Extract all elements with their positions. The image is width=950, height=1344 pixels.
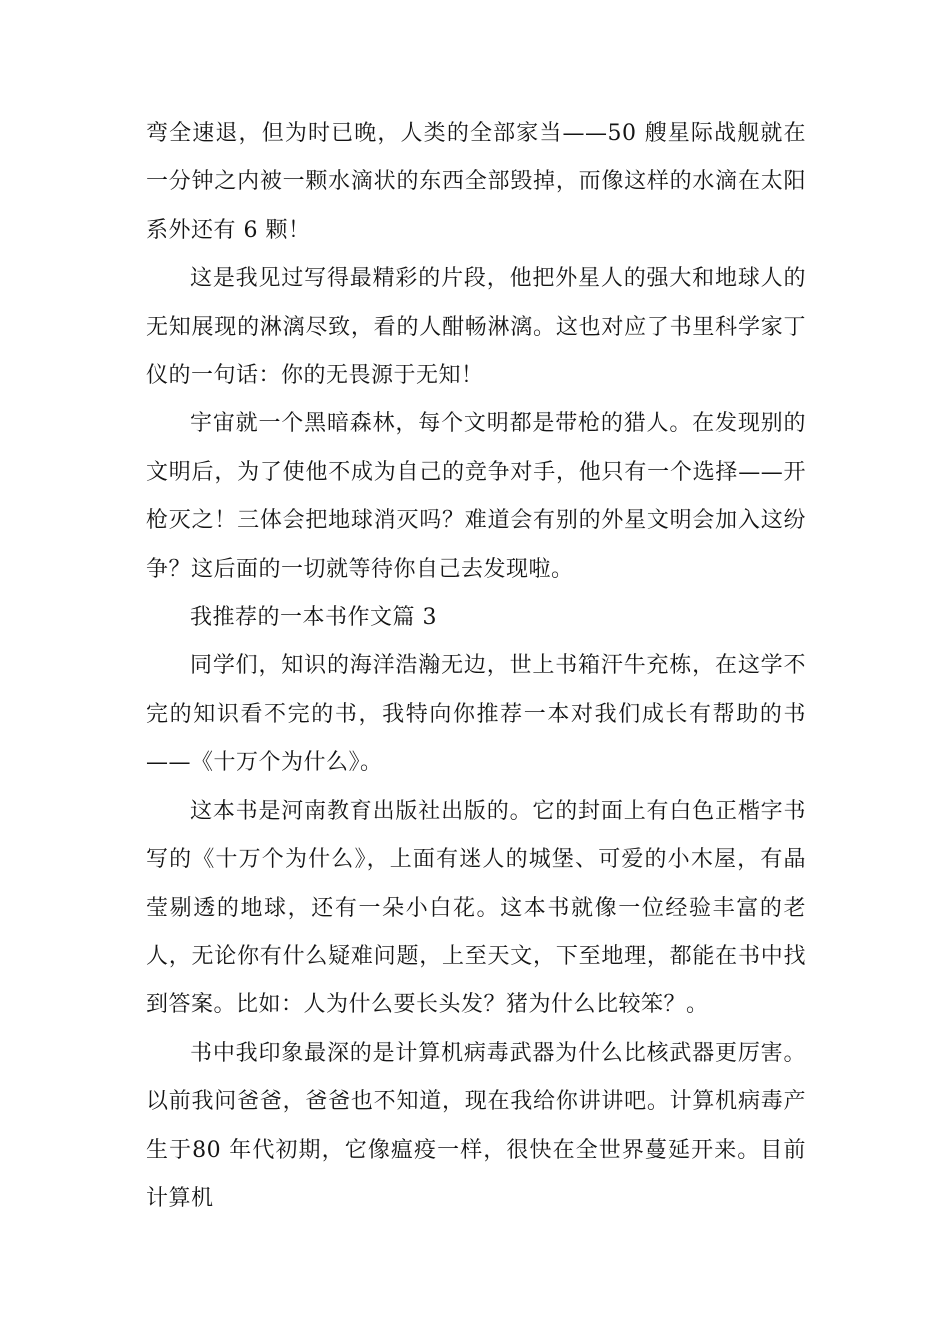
paragraph-continued: 弯全速退，但为时已晚，人类的全部家当——50 艘星际战舰就在一分钟之内被一颗水滴状的东西全部毁掉，而像这样的水滴在太阳系外还有 6 颗！ <box>146 121 806 243</box>
paragraph-computer-virus: 书中我印象最深的是计算机病毒武器为什么比核武器更厉害。以前我问爸爸，爸爸也不知道，现在我给你讲讲吧。计算机病毒产生于80 年代初期，它像瘟疫一样，很快在全世界蔓延开来。目前计算机 <box>146 1040 806 1211</box>
paragraph-dark-forest: 宇宙就一个黑暗森林，每个文明都是带枪的猎人。在发现别的文明后，为了使他不成为自己的竞争对手，他只有一个选择——开枪灭之！三体会把地球消灭吗？难道会有别的外星文明会加入这纷争？这后面的一切就等待你自己去发现啦。 <box>146 411 806 582</box>
paragraph-review: 这是我见过写得最精彩的片段，他把外星人的强大和地球人的无知展现的淋漓尽致，看的人酣畅淋漓。这也对应了书里科学家丁仪的一句话：你的无畏源于无知！ <box>146 266 806 389</box>
paragraph-intro: 同学们，知识的海洋浩瀚无边，世上书箱汗牛充栋，在这学不完的知识看不完的书，我特向你推荐一本对我们成长有帮助的书——《十万个为什么》。 <box>146 653 806 776</box>
document-body <box>146 110 806 1223</box>
paragraph-book-description: 这本书是河南教育出版社出版的。它的封面上有白色正楷字书写的《十万个为什么》，上面有迷人的城堡、可爱的小木屋，有晶莹剔透的地球，还有一朵小白花。这本书就像一位经验丰富的老人，无论你有什么疑难问题，上至天文，下至地理，都能在书中找到答案。比如：人为什么要长头发？猪为什么比较笨？。 <box>146 798 806 1018</box>
section-heading: 我推荐的一本书作文篇 3 <box>190 605 437 631</box>
